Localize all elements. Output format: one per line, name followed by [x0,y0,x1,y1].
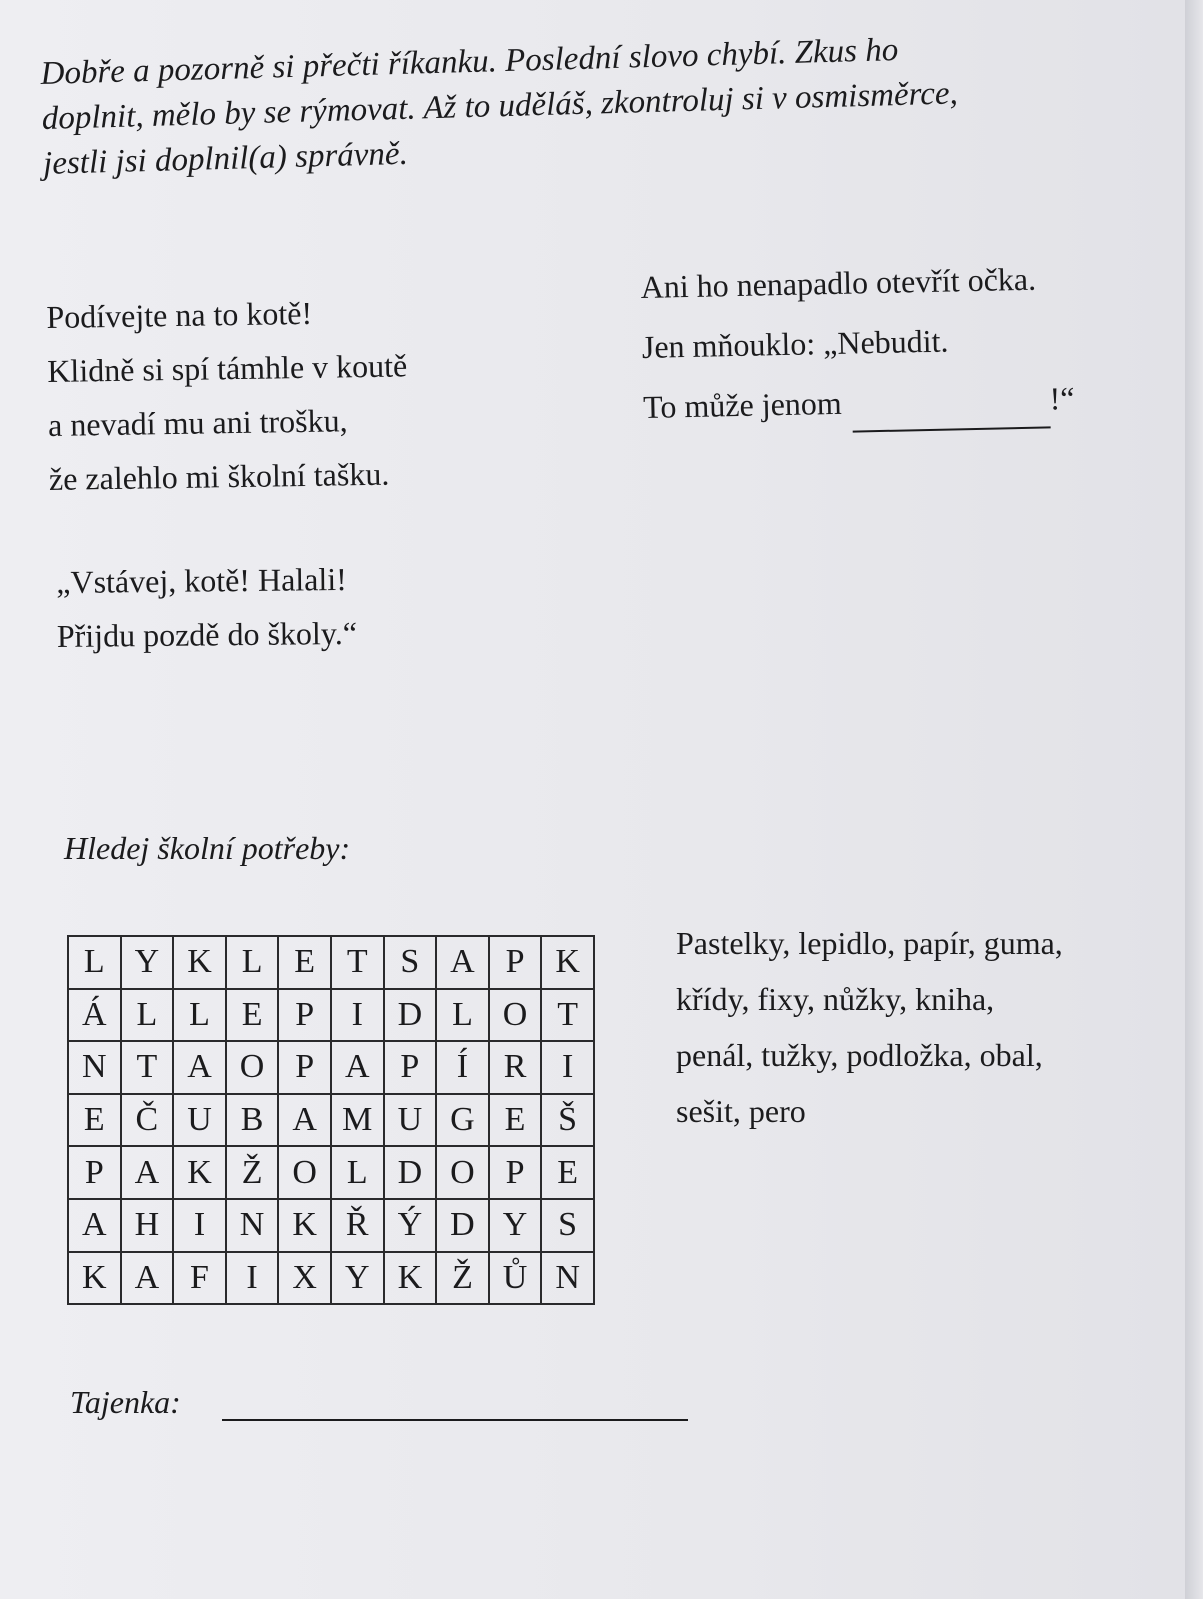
grid-cell[interactable]: I [541,1041,594,1094]
grid-cell[interactable]: H [121,1199,174,1252]
grid-cell[interactable]: Ž [226,1146,279,1199]
grid-cell[interactable]: M [331,1094,384,1147]
poem-line: Klidně si spí támhle v koutě [46,347,408,389]
grid-cell[interactable]: D [436,1199,489,1252]
grid-cell[interactable]: T [331,936,384,989]
grid-cell[interactable]: L [121,989,174,1042]
word-search-grid [67,935,595,1305]
grid-cell[interactable]: O [278,1146,331,1199]
grid-row [68,989,594,1042]
grid-cell[interactable]: Á [68,989,121,1042]
grid-cell[interactable]: Ý [384,1199,437,1252]
grid-cell[interactable]: L [331,1146,384,1199]
grid-cell[interactable]: N [541,1252,594,1305]
word-list-line: Pastelky, lepidlo, papír, guma, [676,925,1063,961]
grid-cell[interactable]: O [489,989,542,1042]
answer-label: Tajenka: [70,1384,181,1420]
poem-line: Ani ho nenapadlo otevřít očka. [640,260,1037,305]
grid-cell[interactable]: L [226,936,279,989]
grid-cell[interactable]: A [173,1041,226,1094]
poem-line-with-blank [643,368,1076,437]
poem-stanza-3 [640,248,1075,437]
instructions-line: jestli jsi doplnil(a) správně. [42,135,409,182]
missing-word-blank[interactable] [852,392,1051,432]
grid-row [68,1041,594,1094]
grid-cell[interactable]: K [173,936,226,989]
grid-cell[interactable]: O [436,1146,489,1199]
grid-cell[interactable]: X [278,1252,331,1305]
grid-row [68,936,594,989]
grid-row [68,1146,594,1199]
grid-cell[interactable]: R [489,1041,542,1094]
grid-cell[interactable]: U [173,1094,226,1147]
grid-cell[interactable]: Y [331,1252,384,1305]
word-list-line: penál, tužky, podložka, obal, [676,1037,1043,1073]
grid-cell[interactable]: E [541,1146,594,1199]
grid-cell[interactable]: T [121,1041,174,1094]
grid-cell[interactable]: E [489,1094,542,1147]
grid-cell[interactable]: A [121,1146,174,1199]
grid-cell[interactable]: Í [436,1041,489,1094]
word-search-label: Hledej školní potřeby: [64,830,351,866]
poem-line-prefix: To může jenom [642,384,843,425]
poem-line: „Vstávej, kotě! Halali! [56,560,348,600]
grid-row [68,1199,594,1252]
instructions-line: Dobře a pozorně si přečti říkanku. Poslední slovo chybí. Zkus ho [40,32,899,92]
grid-cell[interactable]: L [68,936,121,989]
grid-cell[interactable]: U [384,1094,437,1147]
grid-cell[interactable]: P [489,936,542,989]
poem-line: že zalehlo mi školní tašku. [48,455,390,497]
grid-cell[interactable]: K [173,1146,226,1199]
grid-cell[interactable]: S [541,1199,594,1252]
grid-cell[interactable]: K [541,936,594,989]
grid-cell[interactable]: G [436,1094,489,1147]
grid-row [68,1094,594,1147]
grid-cell[interactable]: K [68,1252,121,1305]
poem-line: Podívejte na to kotě! [46,294,313,335]
grid-cell[interactable]: E [226,989,279,1042]
grid-cell[interactable]: N [226,1199,279,1252]
grid-cell[interactable]: P [384,1041,437,1094]
grid-cell[interactable]: D [384,989,437,1042]
grid-cell[interactable]: B [226,1094,279,1147]
grid-cell[interactable]: F [173,1252,226,1305]
grid-cell[interactable]: I [331,989,384,1042]
grid-cell[interactable]: Č [121,1094,174,1147]
grid-cell[interactable]: Ž [436,1252,489,1305]
poem-stanza-2 [56,552,357,663]
grid-cell[interactable]: E [278,936,331,989]
grid-cell[interactable]: P [489,1146,542,1199]
grid-cell[interactable]: P [278,1041,331,1094]
grid-cell[interactable]: A [278,1094,331,1147]
grid-cell[interactable]: K [278,1199,331,1252]
grid-cell[interactable]: P [278,989,331,1042]
poem-line: a nevadí mu ani trošku, [47,402,348,443]
grid-cell[interactable]: Š [541,1094,594,1147]
grid-cell[interactable]: A [121,1252,174,1305]
answer-blank[interactable] [222,1419,688,1421]
grid-cell[interactable]: A [68,1199,121,1252]
grid-cell[interactable]: Y [121,936,174,989]
grid-cell[interactable]: L [173,989,226,1042]
page-edge [1185,0,1203,1599]
grid-cell[interactable]: E [68,1094,121,1147]
poem-line: Jen mňouklo: „Nebudit. [641,322,949,365]
poem-line: Přijdu pozdě do školy.“ [56,614,358,654]
grid-cell[interactable]: L [436,989,489,1042]
grid-cell[interactable]: Y [489,1199,542,1252]
instructions-line: doplnit, mělo by se rýmovat. Až to uděláš, zkontroluj si v osmisměrce, [41,75,959,137]
grid-cell[interactable]: P [68,1146,121,1199]
grid-cell[interactable]: A [436,936,489,989]
poem-line-suffix: !“ [1049,379,1075,417]
grid-cell[interactable]: D [384,1146,437,1199]
grid-cell[interactable]: I [173,1199,226,1252]
word-list [676,915,1063,1139]
grid-cell[interactable]: Ř [331,1199,384,1252]
grid-cell[interactable]: S [384,936,437,989]
grid-cell[interactable]: K [384,1252,437,1305]
grid-cell[interactable]: Ů [489,1252,542,1305]
word-list-line: křídy, fixy, nůžky, kniha, [676,981,995,1017]
grid-cell[interactable]: N [68,1041,121,1094]
grid-cell[interactable]: I [226,1252,279,1305]
grid-cell[interactable]: T [541,989,594,1042]
word-list-line: sešit, pero [676,1093,806,1129]
grid-row [68,1252,594,1305]
poem-stanza-1 [46,284,409,506]
grid-cell[interactable]: O [226,1041,279,1094]
grid-cell[interactable]: A [331,1041,384,1094]
